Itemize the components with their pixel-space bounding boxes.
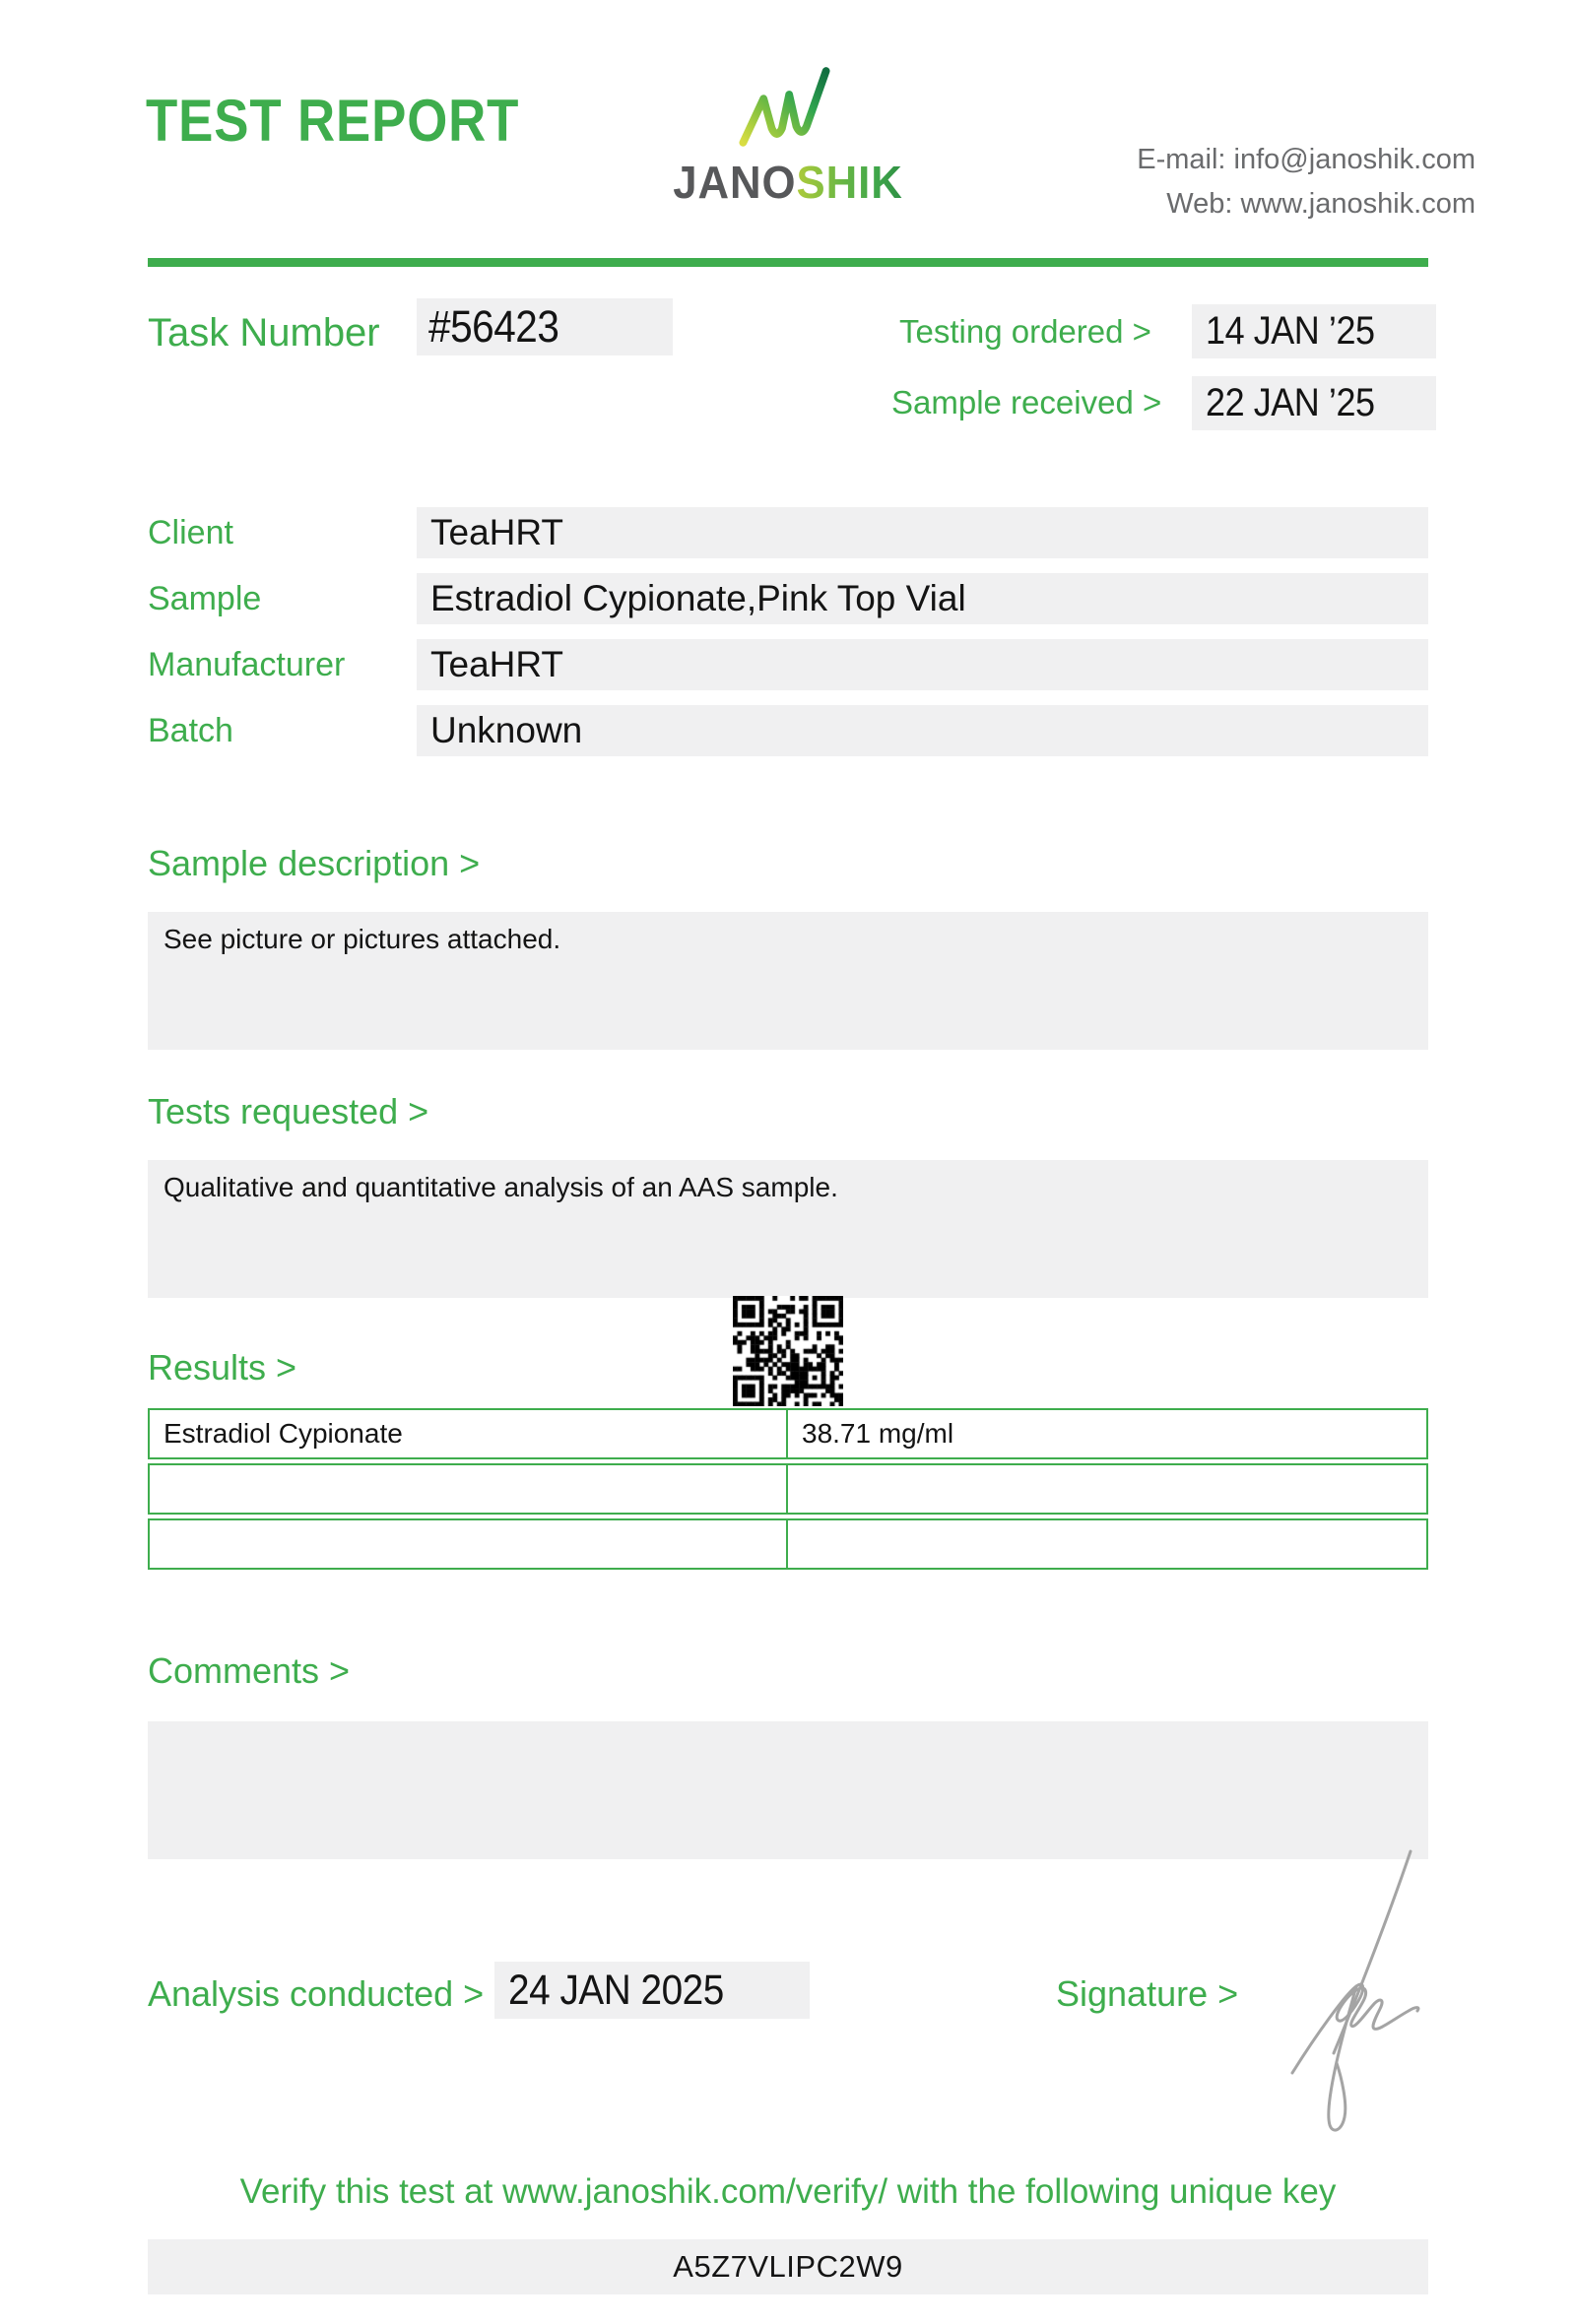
logo-text-green: SHIK	[796, 157, 903, 208]
manufacturer-label: Manufacturer	[148, 646, 346, 683]
result-value-cell	[788, 1520, 1426, 1568]
result-analyte-cell: Estradiol Cypionate	[150, 1410, 788, 1457]
manufacturer-value: TeaHRT	[417, 639, 1428, 690]
unique-key-value: A5Z7VLIPC2W9	[148, 2239, 1428, 2294]
handwritten-signature	[1263, 1841, 1450, 2137]
contact-block	[1137, 138, 1476, 226]
analysis-date-value: 24 JAN 2025	[494, 1962, 810, 2019]
contact-email: E-mail: info@janoshik.com	[1137, 144, 1476, 175]
client-label: Client	[148, 514, 233, 551]
table-row	[148, 1463, 1428, 1515]
result-value-cell: 38.71 mg/ml	[802, 1418, 954, 1449]
sample-received-value: 22 JAN ’25	[1192, 376, 1436, 430]
header-divider	[148, 258, 1428, 267]
comments-heading: Comments >	[148, 1650, 351, 1691]
sample-received-label: Sample received >	[891, 384, 1162, 420]
result-analyte-cell	[150, 1465, 788, 1513]
verify-instruction: Verify this test at www.janoshik.com/verify/ with the following unique key	[239, 2172, 1337, 2211]
signature-label: Signature >	[1056, 1973, 1239, 2014]
results-heading: Results >	[148, 1347, 297, 1388]
client-value: TeaHRT	[417, 507, 1428, 558]
comments-box	[148, 1721, 1428, 1859]
table-row	[148, 1408, 1428, 1459]
page-title: TEST REPORT	[146, 88, 520, 154]
sample-description-heading: Sample description >	[148, 843, 481, 883]
result-analyte-cell	[150, 1520, 788, 1568]
batch-label: Batch	[148, 712, 233, 749]
analysis-conducted-label: Analysis conducted >	[148, 1973, 485, 2014]
result-value-cell	[788, 1465, 1426, 1513]
testing-ordered-value: 14 JAN ’25	[1192, 304, 1436, 358]
sample-label: Sample	[148, 580, 262, 617]
sample-info-grid	[148, 507, 1428, 756]
results-table	[148, 1408, 1428, 1570]
batch-value: Unknown	[417, 705, 1428, 756]
sample-value: Estradiol Cypionate,Pink Top Vial	[417, 573, 1428, 624]
trend-up-chart-icon	[737, 61, 839, 154]
tests-requested-heading: Tests requested >	[148, 1091, 429, 1131]
table-row	[148, 1518, 1428, 1570]
qr-code	[733, 1296, 843, 1406]
logo-text-dark: JANO	[673, 157, 797, 208]
testing-ordered-label: Testing ordered >	[899, 313, 1151, 350]
task-number-value: #56423	[417, 298, 673, 355]
task-number-label: Task Number	[148, 311, 380, 355]
tests-requested-box: Qualitative and quantitative analysis of an AAS sample.	[148, 1160, 1428, 1298]
logo-wordmark	[673, 156, 902, 209]
janoshik-logo	[667, 61, 909, 209]
sample-description-box: See picture or pictures attached.	[148, 912, 1428, 1050]
contact-web: Web: www.janoshik.com	[1166, 187, 1476, 220]
